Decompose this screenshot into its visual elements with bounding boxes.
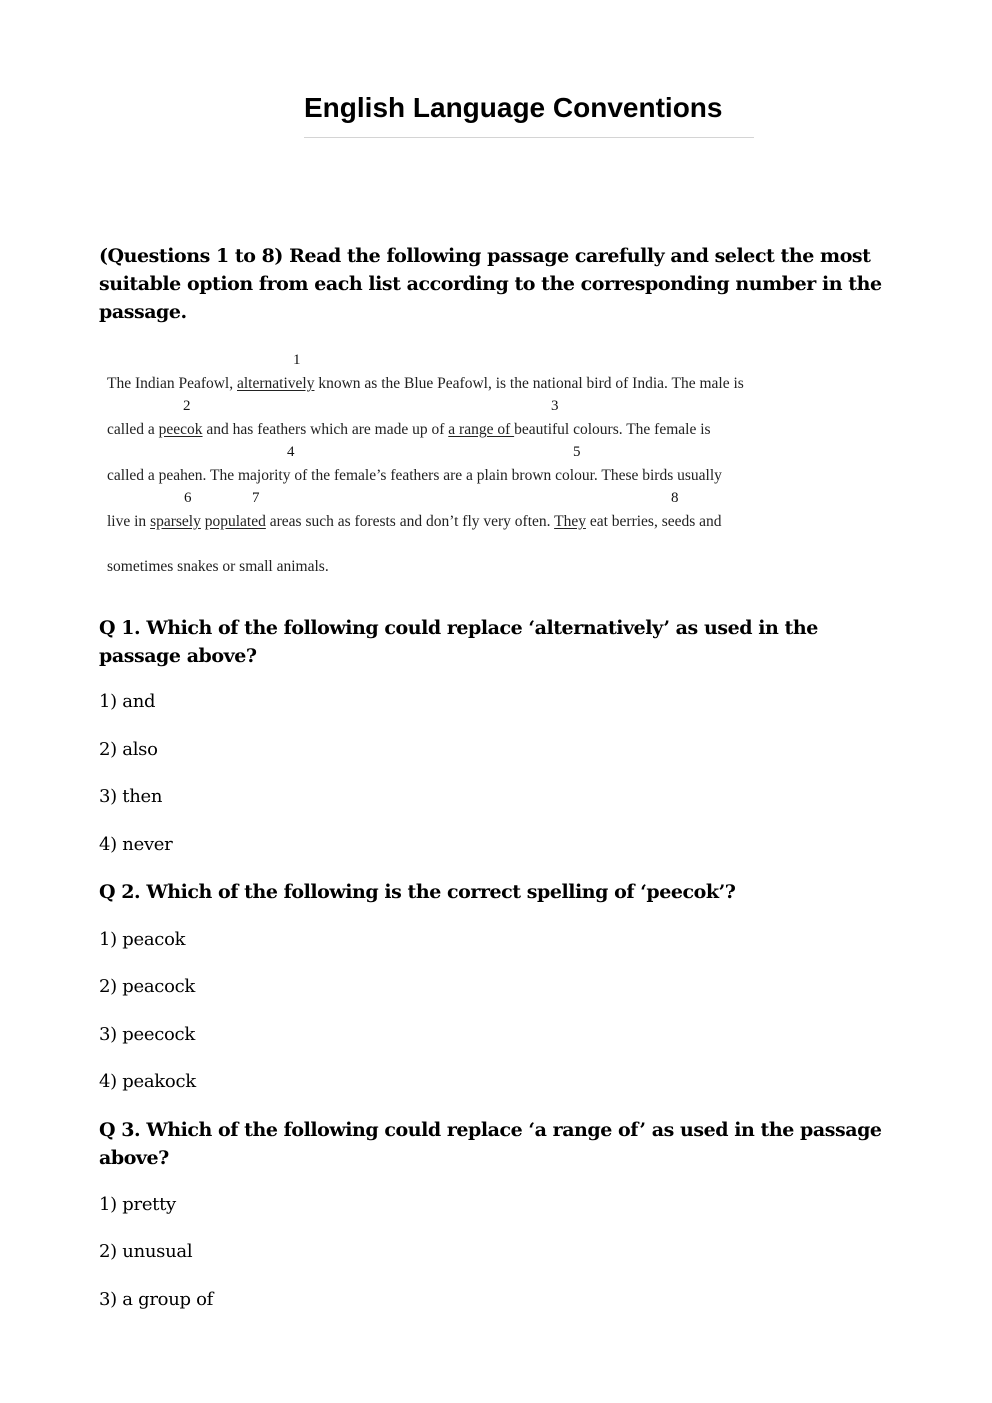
q1-option-4[interactable]: 4) never — [99, 834, 173, 855]
underlined-they: They — [554, 513, 586, 530]
ref-number-2: 2 — [183, 398, 191, 414]
q2-option-1[interactable]: 1) peacok — [99, 929, 186, 950]
passage-line-5: sometimes snakes or small animals. — [107, 558, 329, 575]
ref-number-8: 8 — [671, 490, 679, 506]
q3-option-1[interactable]: 1) pretty — [99, 1194, 176, 1215]
question-1: Q 1. Which of the following could replace ‘alternatively’ as used in the passage above? — [99, 617, 818, 667]
q1-option-1[interactable]: 1) and — [99, 691, 156, 712]
passage-line-1: The Indian Peafowl, alternatively known as the Blue Peafowl, is the national bird of India. The male is — [107, 375, 744, 392]
ref-number-7: 7 — [252, 490, 260, 506]
q3-option-3[interactable]: 3) a group of — [99, 1289, 214, 1310]
passage-line-4: live in sparsely populated areas such as forests and don’t fly very often. They eat berries, seeds and — [107, 513, 722, 530]
ref-number-5: 5 — [573, 444, 581, 460]
q2-option-3[interactable]: 3) peecock — [99, 1024, 195, 1045]
q3-option-2[interactable]: 2) unusual — [99, 1241, 193, 1262]
title-divider — [304, 137, 754, 138]
underlined-alternatively: alternatively — [237, 375, 315, 392]
ref-number-1: 1 — [293, 352, 301, 368]
q2-option-4[interactable]: 4) peakock — [99, 1071, 196, 1092]
underlined-a-range-of: a range of — [448, 421, 515, 438]
question-2: Q 2. Which of the following is the correct spelling of ‘peecok’? — [99, 881, 736, 903]
page-title: English Language Conventions — [304, 92, 723, 123]
ref-number-3: 3 — [551, 398, 559, 414]
question-3: Q 3. Which of the following could replace ‘a range of’ as used in the passage above? — [99, 1119, 882, 1169]
q1-option-3[interactable]: 3) then — [99, 786, 163, 807]
instructions: (Questions 1 to 8) Read the following passage carefully and select the most suitable option from each list according to the corresponding number in the passage. — [99, 245, 882, 323]
underlined-populated: populated — [204, 513, 266, 530]
q1-option-2[interactable]: 2) also — [99, 739, 158, 760]
q2-option-2[interactable]: 2) peacock — [99, 976, 196, 997]
underlined-peecok: peecok — [158, 421, 203, 438]
passage-line-3: called a peahen. The majority of the female’s feathers are a plain brown colour. These birds usually — [107, 467, 722, 484]
passage-line-2: called a peecok and has feathers which are made up of a range of beautiful colours. The female is — [107, 421, 711, 438]
ref-number-6: 6 — [184, 490, 192, 506]
underlined-sparsely: sparsely — [150, 513, 201, 530]
ref-number-4: 4 — [287, 444, 295, 460]
